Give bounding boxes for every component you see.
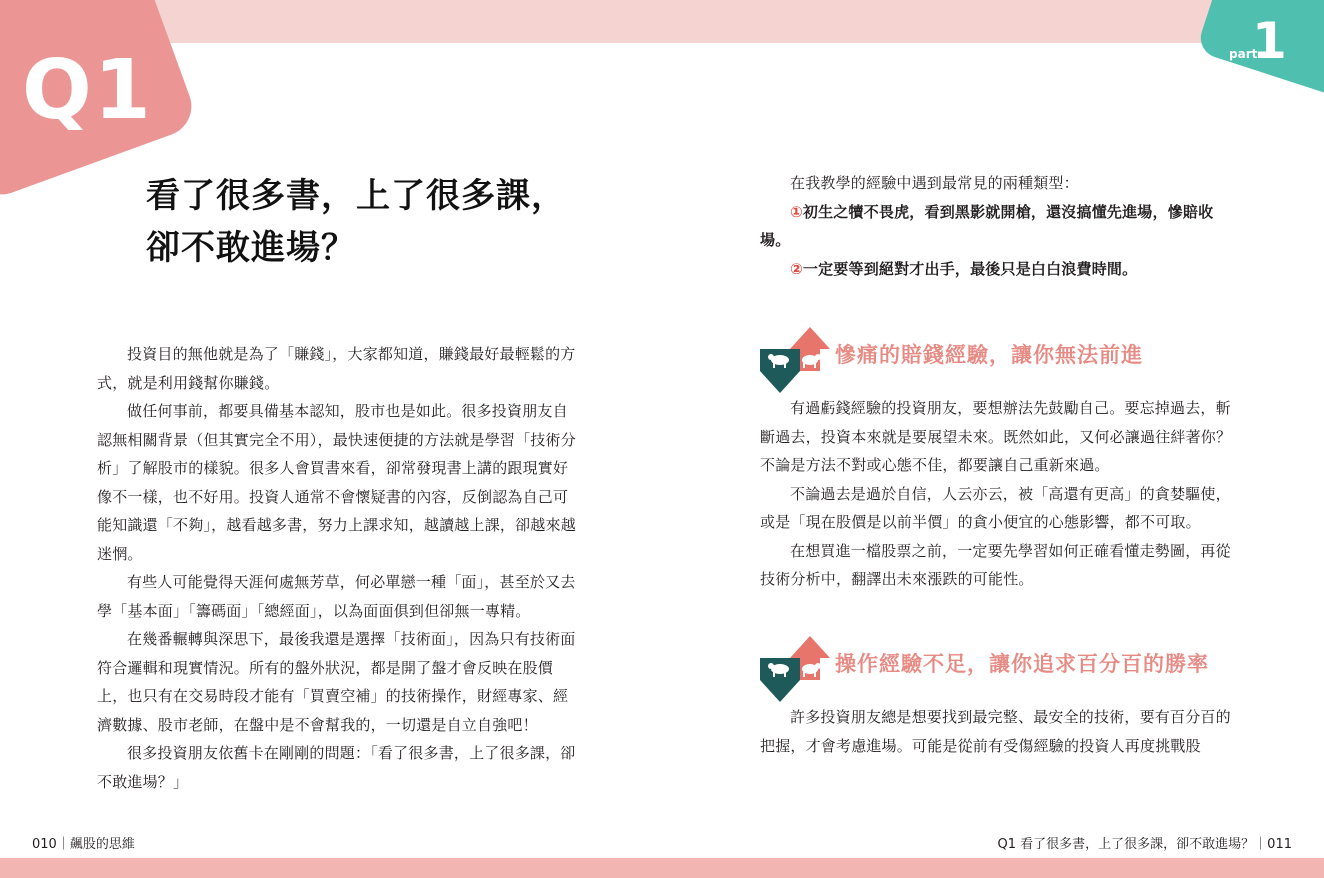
part-word: part	[1229, 47, 1258, 61]
body-paragraph: 有些人可能覺得天涯何處無芳草，何必單戀一種「面」，甚至於又去學「基本面」「籌碼面」「總經面」，以為面面俱到但卻無一專精。	[97, 573, 576, 620]
body-paragraph: 在想買進一檔股票之前，一定要先學習如何正確看懂走勢圖，再從技術分析中，翻譯出未來漲跌的可能性。	[760, 541, 1231, 588]
item-1-text: 初生之犢不畏虎，看到黑影就開槍，還沒搞懂先進場，慘賠收場。	[760, 202, 1214, 249]
left-column-body	[97, 340, 577, 796]
item-2-text: 一定要等到絕對才出手，最後只是白白浪費時間。	[802, 259, 1138, 278]
bottom-decorative-band	[0, 858, 1324, 878]
bull-bear-arrow-icon	[760, 327, 830, 397]
section-1-title: 慘痛的賠錢經驗，讓你無法前進	[835, 343, 1143, 367]
body-paragraph: 許多投資朋友總是想要找到最完整、最安全的技術，要有百分百的把握，才會考慮進場。可能是從前有受傷經驗的投資人再度挑戰股	[760, 708, 1231, 755]
part-number: 1	[1252, 12, 1287, 70]
body-paragraph: 有過虧錢經驗的投資朋友，要想辦法先鼓勵自己。要忘掉過去，斬斷過去，投資本來就是要展望未來。既然如此，又何必讓過往絆著你？不論是方法不對或心態不佳，都要讓自己重新來過。	[760, 399, 1232, 474]
question-label: Q1	[22, 43, 153, 138]
section-2-body	[760, 703, 1232, 760]
footer-left-page-info: 010｜飆股的思維	[32, 837, 135, 852]
intro-lead: 在我教學的經驗中遇到最常見的兩種類型：	[790, 174, 1079, 192]
intro-item-2	[760, 255, 1232, 284]
body-paragraph: 投資目的無他就是為了「賺錢」，大家都知道，賺錢最好最輕鬆的方式，就是利用錢幫你賺錢。	[97, 345, 576, 392]
body-paragraph: 很多投資朋友依舊卡在剛剛的問題：「看了很多書，上了很多課，卻不敢進場？」	[97, 744, 576, 791]
intro-block	[760, 169, 1232, 283]
item-1-number: ①	[790, 202, 803, 221]
chapter-title-line1: 看了很多書，上了很多課，	[146, 176, 566, 216]
section-2-heading	[760, 636, 1280, 706]
chapter-title	[146, 170, 606, 274]
section-1-body	[760, 394, 1232, 594]
item-2-number: ②	[790, 259, 803, 278]
body-paragraph: 在幾番輾轉與深思下，最後我還是選擇「技術面」，因為只有技術面符合邏輯和現實情況。所有的盤外狀況，都是開了盤才會反映在股價上，也只有在交易時段才能有「買賣空補」的技術操作，財經專家、經濟數據、股市老師，在盤中是不會幫我的，一切還是自立自強吧！	[97, 630, 576, 734]
top-decorative-band	[0, 0, 1324, 43]
body-paragraph: 不論過去是過於自信，人云亦云，被「高還有更高」的貪婪驅使，或是「現在股價是以前半價」的貪小便宜的心態影響，都不可取。	[760, 484, 1231, 531]
arrow-down-shape	[760, 371, 800, 393]
section-1-heading	[760, 327, 1280, 397]
body-paragraph: 做任何事前，都要具備基本認知，股市也是如此。很多投資朋友自認無相關背景（但其實完全不用），最快速便捷的方法就是學習「技術分析」了解股市的樣貌。很多人會買書來看，卻常發現書上講的跟現實好像不一樣，也不好用。投資人通常不會懷疑書的內容，反倒認為自己可能知識還「不夠」，越看越多書，努力上課求知，越讀越上課，卻越來越迷惘。	[97, 402, 576, 563]
section-2-title: 操作經驗不足，讓你追求百分百的勝率	[835, 652, 1209, 676]
arrow-down-shape	[760, 680, 800, 702]
bull-bear-arrow-icon	[760, 636, 830, 706]
intro-item-1	[760, 198, 1232, 255]
chapter-title-line2: 卻不敢進場？	[146, 228, 356, 268]
footer-right-page-info: Q1 看了很多書，上了很多課，卻不敢進場？｜011	[997, 837, 1292, 852]
